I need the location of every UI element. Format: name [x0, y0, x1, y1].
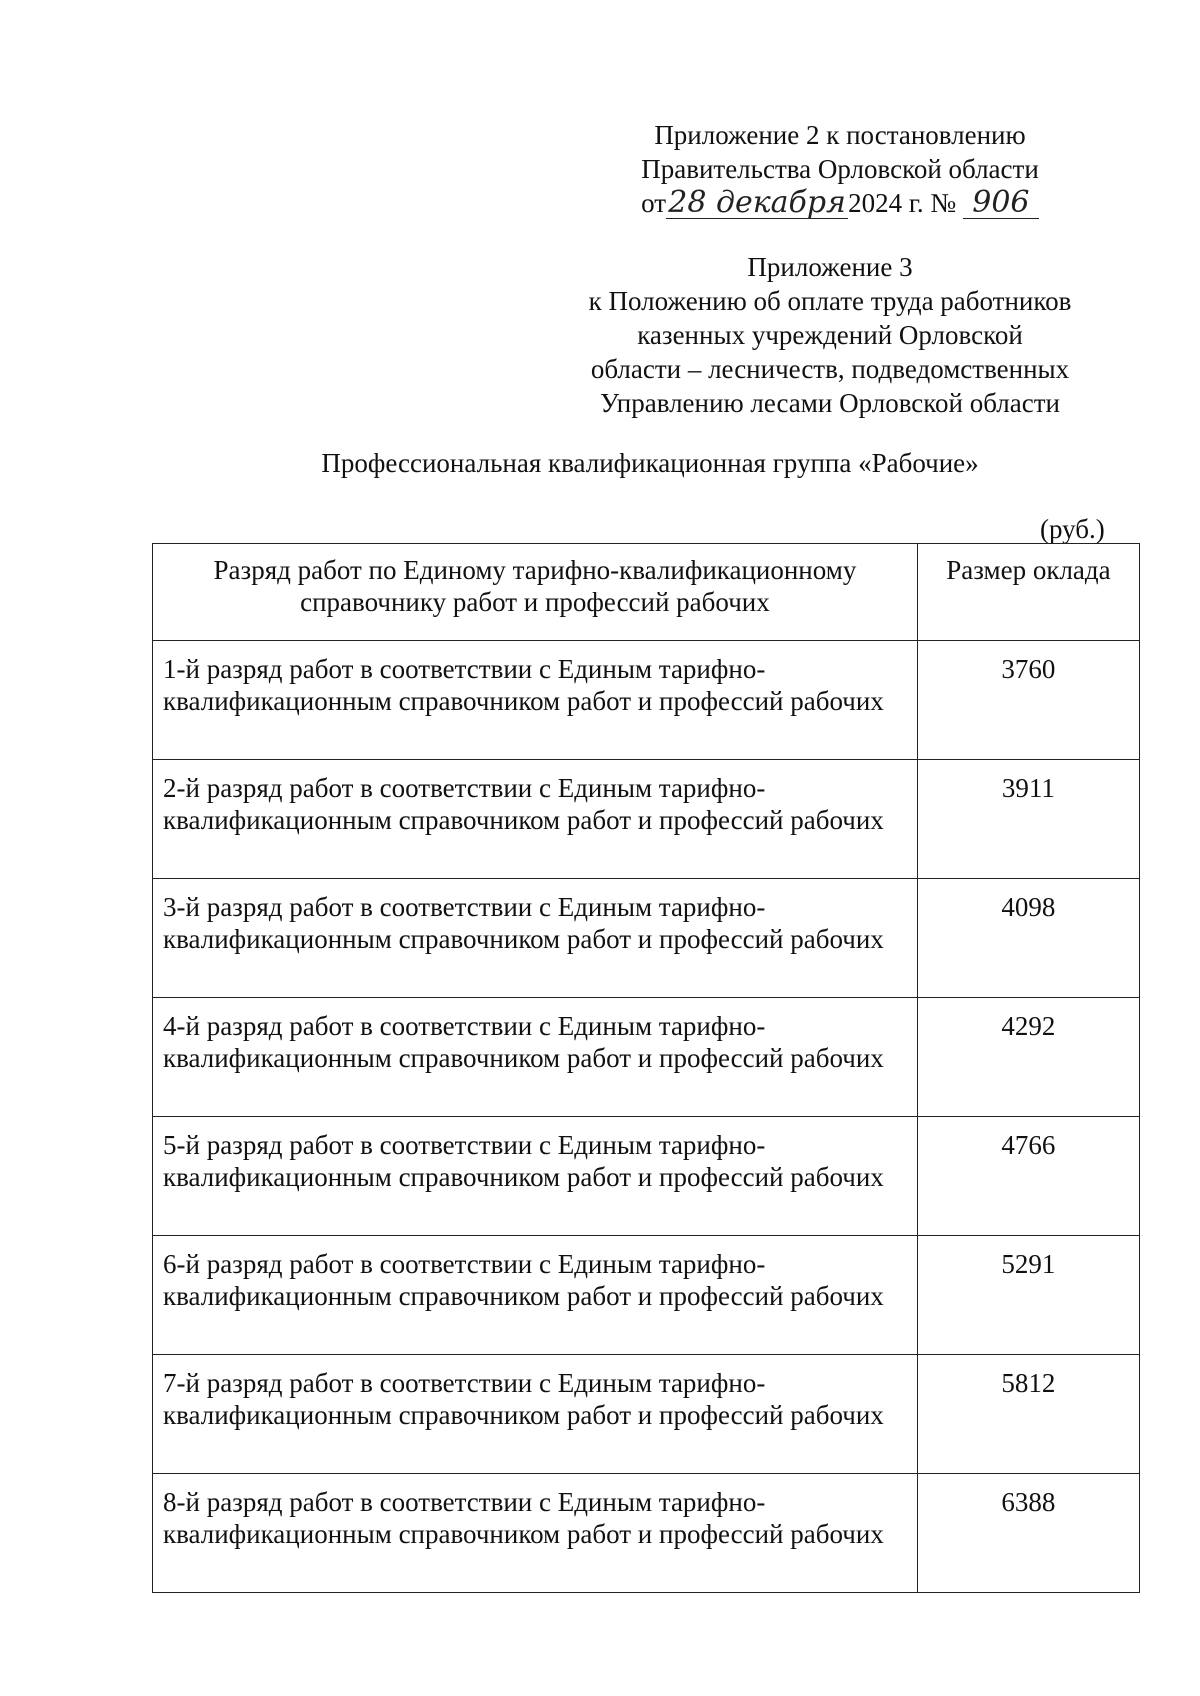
grade-cell: 2-й разряд работ в соответствии с Единым тарифно-квалификационным справочником работ и профессий рабочих — [153, 760, 918, 879]
order-date-line — [620, 186, 1060, 220]
appendix-line-4: области – лесничеств, подведомственных — [590, 354, 1070, 384]
header-salary: Размер оклада — [917, 544, 1139, 641]
handwritten-date: 28 декабря — [666, 188, 848, 219]
table-row — [153, 879, 1140, 998]
from-label: от — [641, 188, 667, 218]
salary-cell: 5812 — [917, 1355, 1139, 1474]
grade-cell: 3-й разряд работ в соответствии с Единым тарифно-квалификационным справочником работ и профессий рабочих — [153, 879, 918, 998]
handwritten-number: 906 — [963, 188, 1039, 219]
table-row — [153, 1474, 1140, 1593]
header-grade: Разряд работ по Единому тарифно-квалификационному справочнику работ и профессий рабочих — [153, 544, 918, 641]
salary-cell: 6388 — [917, 1474, 1139, 1593]
salary-cell: 4292 — [917, 998, 1139, 1117]
grade-cell: 5-й разряд работ в соответствии с Единым тарифно-квалификационным справочником работ и профессий рабочих — [153, 1117, 918, 1236]
year-label: 2024 г. № — [848, 188, 957, 218]
grade-cell: 7-й разряд работ в соответствии с Единым тарифно-квалификационным справочником работ и профессий рабочих — [153, 1355, 918, 1474]
table-row — [153, 760, 1140, 879]
appendix-line-5: Управлению лесами Орловской области — [600, 388, 1060, 418]
appendix-line-1: Приложение 3 — [747, 252, 913, 282]
appendix-line-3: казенных учреждений Орловской — [637, 320, 1023, 350]
appendix-line-2: к Положению об оплате труда работников — [588, 286, 1072, 316]
order-line-1: Приложение 2 к постановлению — [654, 120, 1026, 150]
grade-cell: 8-й разряд работ в соответствии с Единым тарифно-квалификационным справочником работ и профессий рабочих — [153, 1474, 918, 1593]
tariff-table — [152, 543, 1140, 1593]
grade-cell: 1-й разряд работ в соответствии с Единым тарифно-квалификационным справочником работ и профессий рабочих — [153, 641, 918, 760]
salary-cell: 3911 — [917, 760, 1139, 879]
grade-cell: 4-й разряд работ в соответствии с Единым тарифно-квалификационным справочником работ и профессий рабочих — [153, 998, 918, 1117]
grade-cell: 6-й разряд работ в соответствии с Единым тарифно-квалификационным справочником работ и профессий рабочих — [153, 1236, 918, 1355]
table-row — [153, 1236, 1140, 1355]
salary-cell: 3760 — [917, 641, 1139, 760]
salary-cell: 5291 — [917, 1236, 1139, 1355]
salary-cell: 4098 — [917, 879, 1139, 998]
table-header-row — [153, 544, 1140, 641]
currency-unit-note: (руб.) — [1040, 514, 1105, 544]
table-row — [153, 998, 1140, 1117]
table-row — [153, 641, 1140, 760]
appendix-reference — [570, 250, 1090, 420]
table-row — [153, 1355, 1140, 1474]
order-line-2: Правительства Орловской области — [641, 154, 1039, 184]
salary-cell: 4766 — [917, 1117, 1139, 1236]
order-reference — [620, 118, 1060, 220]
document-title: Профессиональная квалификационная группа «Рабочие» — [321, 448, 979, 478]
table-row — [153, 1117, 1140, 1236]
